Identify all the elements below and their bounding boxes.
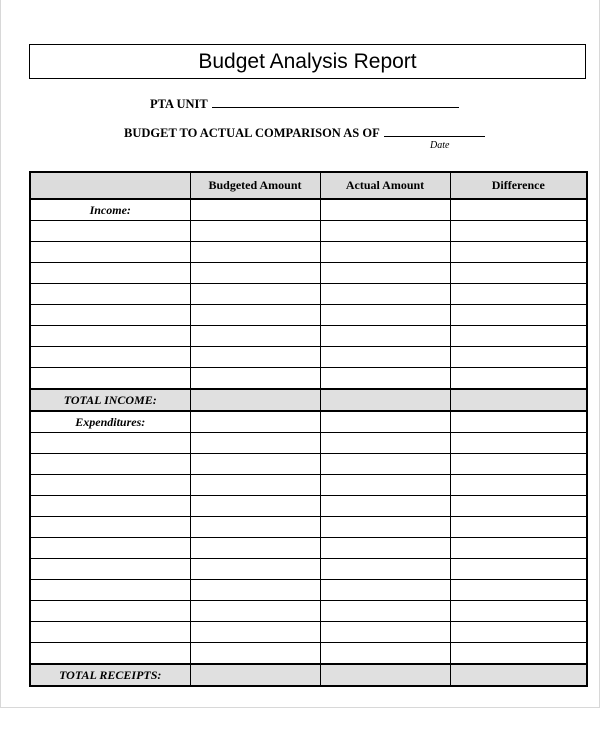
income-row — [30, 368, 587, 390]
expenditure-row — [30, 475, 587, 496]
table-cell[interactable] — [320, 284, 450, 305]
table-cell[interactable] — [190, 347, 320, 368]
total-receipts-label: TOTAL RECEIPTS: — [30, 664, 190, 686]
table-cell[interactable] — [450, 454, 587, 475]
table-cell[interactable] — [30, 326, 190, 347]
table-cell[interactable] — [30, 433, 190, 454]
income-row — [30, 305, 587, 326]
table-cell[interactable] — [450, 284, 587, 305]
table-cell[interactable] — [450, 221, 587, 242]
table-cell[interactable] — [190, 580, 320, 601]
table-cell[interactable] — [30, 538, 190, 559]
income-row — [30, 221, 587, 242]
table-cell[interactable] — [450, 326, 587, 347]
income-row — [30, 242, 587, 263]
table-cell[interactable] — [30, 643, 190, 665]
comparison-date-field[interactable] — [384, 125, 485, 137]
table-cell[interactable] — [450, 664, 587, 686]
expenditure-row — [30, 643, 587, 665]
income-row — [30, 284, 587, 305]
table-cell[interactable] — [190, 411, 320, 433]
table-cell[interactable] — [450, 305, 587, 326]
table-cell[interactable] — [320, 454, 450, 475]
pta-unit-line — [150, 96, 459, 112]
table-cell[interactable] — [190, 433, 320, 454]
table-cell[interactable] — [30, 305, 190, 326]
income-heading-row — [30, 199, 587, 221]
table-cell[interactable] — [190, 475, 320, 496]
table-cell[interactable] — [320, 580, 450, 601]
table-cell[interactable] — [450, 389, 587, 411]
table-cell[interactable] — [320, 305, 450, 326]
expenditures-heading-row — [30, 411, 587, 433]
table-cell[interactable] — [450, 517, 587, 538]
table-cell[interactable] — [190, 454, 320, 475]
table-cell[interactable] — [190, 664, 320, 686]
expenditure-row — [30, 580, 587, 601]
table-cell[interactable] — [450, 580, 587, 601]
income-row — [30, 326, 587, 347]
expenditure-row — [30, 496, 587, 517]
table-cell[interactable] — [450, 559, 587, 580]
table-cell[interactable] — [450, 433, 587, 454]
table-cell[interactable] — [320, 433, 450, 454]
expenditure-row — [30, 622, 587, 643]
total-receipts-row — [30, 664, 587, 686]
budget-table — [29, 171, 588, 687]
table-cell[interactable] — [30, 517, 190, 538]
income-row — [30, 263, 587, 284]
table-cell[interactable] — [450, 601, 587, 622]
table-cell[interactable] — [30, 454, 190, 475]
table-cell[interactable] — [320, 326, 450, 347]
table-cell[interactable] — [320, 389, 450, 411]
table-cell[interactable] — [190, 601, 320, 622]
table-cell[interactable] — [30, 242, 190, 263]
expenditure-row — [30, 538, 587, 559]
table-cell[interactable] — [30, 347, 190, 368]
table-cell[interactable] — [320, 601, 450, 622]
table-cell[interactable] — [450, 622, 587, 643]
expenditures-label: Expenditures: — [30, 411, 190, 433]
table-cell[interactable] — [30, 580, 190, 601]
table-cell[interactable] — [30, 496, 190, 517]
table-cell[interactable] — [190, 538, 320, 559]
header-actual-amount: Actual Amount — [320, 172, 450, 199]
total-income-row — [30, 389, 587, 411]
table-cell[interactable] — [320, 643, 450, 665]
table-cell[interactable] — [30, 221, 190, 242]
table-cell[interactable] — [320, 368, 450, 390]
report-title — [29, 44, 586, 79]
table-cell[interactable] — [30, 622, 190, 643]
pta-unit-label: PTA UNIT — [150, 97, 208, 111]
header-budgeted-amount: Budgeted Amount — [190, 172, 320, 199]
table-cell[interactable] — [30, 601, 190, 622]
expenditure-row — [30, 433, 587, 454]
expenditure-row — [30, 601, 587, 622]
table-cell[interactable] — [320, 411, 450, 433]
table-cell[interactable] — [30, 368, 190, 390]
table-cell[interactable] — [320, 622, 450, 643]
table-cell[interactable] — [320, 496, 450, 517]
table-cell[interactable] — [30, 284, 190, 305]
table-cell[interactable] — [320, 242, 450, 263]
table-cell[interactable] — [450, 496, 587, 517]
date-caption: Date — [430, 140, 450, 151]
table-cell[interactable] — [190, 643, 320, 665]
table-cell[interactable] — [190, 517, 320, 538]
table-cell[interactable] — [190, 221, 320, 242]
table-cell[interactable] — [190, 496, 320, 517]
table-cell[interactable] — [190, 389, 320, 411]
table-cell[interactable] — [450, 347, 587, 368]
pta-unit-field[interactable] — [212, 96, 459, 108]
table-cell[interactable] — [450, 368, 587, 390]
table-cell[interactable] — [320, 559, 450, 580]
table-cell[interactable] — [320, 347, 450, 368]
table-cell[interactable] — [320, 263, 450, 284]
table-cell[interactable] — [320, 475, 450, 496]
table-cell[interactable] — [450, 263, 587, 284]
table-cell[interactable] — [190, 242, 320, 263]
income-label: Income: — [30, 199, 190, 221]
table-cell[interactable] — [450, 643, 587, 665]
table-cell[interactable] — [190, 368, 320, 390]
table-cell[interactable] — [320, 664, 450, 686]
table-cell[interactable] — [450, 199, 587, 221]
table-cell[interactable] — [30, 475, 190, 496]
table-cell[interactable] — [450, 538, 587, 559]
header-difference: Difference — [450, 172, 587, 199]
table-cell[interactable] — [320, 538, 450, 559]
comparison-line — [124, 125, 485, 141]
table-cell[interactable] — [450, 475, 587, 496]
total-income-label: TOTAL INCOME: — [30, 389, 190, 411]
expenditure-row — [30, 559, 587, 580]
table-cell[interactable] — [190, 622, 320, 643]
expenditure-row — [30, 454, 587, 475]
table-cell[interactable] — [190, 305, 320, 326]
header-blank — [30, 172, 190, 199]
income-row — [30, 347, 587, 368]
table-cell[interactable] — [190, 263, 320, 284]
report-title-text: Budget Analysis Report — [198, 49, 417, 73]
table-cell[interactable] — [30, 559, 190, 580]
expenditure-row — [30, 517, 587, 538]
header-row — [30, 172, 587, 199]
table-cell[interactable] — [450, 411, 587, 433]
table-cell[interactable] — [320, 517, 450, 538]
table-cell[interactable] — [320, 221, 450, 242]
table-cell[interactable] — [320, 199, 450, 221]
table-cell[interactable] — [190, 199, 320, 221]
table-cell[interactable] — [450, 242, 587, 263]
comparison-label: BUDGET TO ACTUAL COMPARISON AS OF — [124, 126, 380, 140]
table-cell[interactable] — [190, 284, 320, 305]
table-cell[interactable] — [190, 559, 320, 580]
table-cell[interactable] — [190, 326, 320, 347]
table-cell[interactable] — [30, 263, 190, 284]
